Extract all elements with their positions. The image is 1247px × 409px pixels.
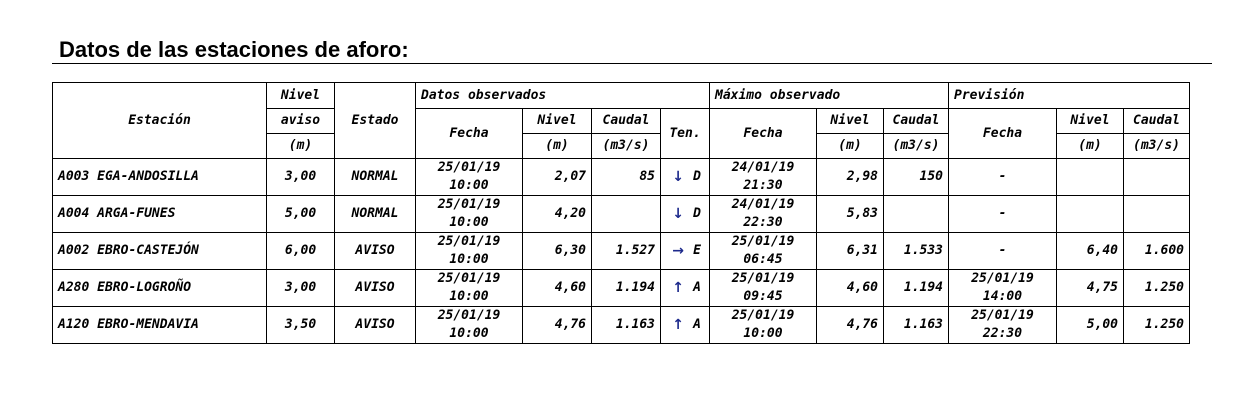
max-fecha-date: 25/01/19	[731, 234, 795, 249]
prev-fecha-date: -	[998, 169, 1007, 184]
tendencia	[661, 270, 710, 307]
station-name: A280 EBRO-LOGROÑO	[53, 270, 267, 307]
header-nivel-aviso-line1: Nivel	[267, 83, 335, 109]
table-row	[53, 233, 1190, 270]
max-nivel: 2,98	[817, 159, 884, 196]
max-fecha-time: 06:45	[743, 252, 783, 267]
max-fecha-time: 22:30	[743, 215, 783, 230]
station-name: A004 ARGA-FUNES	[53, 196, 267, 233]
max-caudal: 1.163	[884, 307, 949, 344]
header-max-nivel: Nivel	[817, 109, 884, 134]
obs-fecha	[416, 196, 523, 233]
header-nivel-aviso-line2: aviso	[267, 109, 335, 134]
prev-nivel: 6,40	[1057, 233, 1124, 270]
max-fecha	[710, 159, 817, 196]
station-name: A120 EBRO-MENDAVIA	[53, 307, 267, 344]
max-caudal	[884, 196, 949, 233]
arrow-down-icon: ↓	[672, 168, 684, 185]
header-prev-fecha: Fecha	[949, 109, 1057, 159]
obs-fecha-time: 10:00	[449, 215, 489, 230]
table-row	[53, 307, 1190, 344]
station-name: A002 EBRO-CASTEJÓN	[53, 233, 267, 270]
arrow-down-icon: ↓	[672, 205, 684, 222]
header-tendencia: Ten.	[661, 109, 710, 159]
header-max-nivel-unit: (m)	[817, 134, 884, 159]
page-title: Datos de las estaciones de aforo:	[59, 37, 409, 62]
prev-nivel	[1057, 159, 1124, 196]
obs-caudal: 1.194	[592, 270, 661, 307]
prev-fecha-date: -	[998, 243, 1007, 258]
tendencia-letter: A	[693, 316, 701, 332]
prev-caudal: 1.250	[1124, 270, 1190, 307]
tendencia	[661, 196, 710, 233]
prev-fecha-date: 25/01/19	[971, 271, 1034, 286]
header-prev-nivel: Nivel	[1057, 109, 1124, 134]
max-fecha-time: 10:00	[743, 326, 783, 341]
max-caudal: 1.194	[884, 270, 949, 307]
header-max-fecha: Fecha	[710, 109, 817, 159]
nivel-aviso: 3,00	[267, 270, 335, 307]
prev-caudal	[1124, 159, 1190, 196]
prev-fecha-date: 25/01/19	[971, 308, 1034, 323]
station-name: A003 EGA-ANDOSILLA	[53, 159, 267, 196]
title-divider	[52, 63, 1212, 64]
obs-fecha-date: 25/01/19	[437, 271, 501, 286]
header-prev-caudal: Caudal	[1124, 109, 1190, 134]
header-obs-caudal: Caudal	[592, 109, 661, 134]
obs-fecha-date: 25/01/19	[437, 308, 501, 323]
obs-fecha-time: 10:00	[449, 178, 489, 193]
prev-nivel: 5,00	[1057, 307, 1124, 344]
obs-nivel: 4,76	[523, 307, 592, 344]
prev-fecha	[949, 233, 1057, 270]
tendencia	[661, 233, 710, 270]
header-prev-nivel-unit: (m)	[1057, 134, 1124, 159]
obs-caudal	[592, 196, 661, 233]
table-row	[53, 196, 1190, 233]
obs-fecha-time: 10:00	[449, 326, 489, 341]
nivel-aviso: 6,00	[267, 233, 335, 270]
max-fecha-date: 25/01/19	[731, 271, 795, 286]
arrow-right-icon: →	[672, 242, 684, 259]
max-fecha-time: 21:30	[743, 178, 783, 193]
prev-nivel	[1057, 196, 1124, 233]
header-obs-nivel: Nivel	[523, 109, 592, 134]
obs-caudal: 1.163	[592, 307, 661, 344]
max-fecha	[710, 196, 817, 233]
table-row	[53, 159, 1190, 196]
prev-nivel: 4,75	[1057, 270, 1124, 307]
prev-caudal: 1.250	[1124, 307, 1190, 344]
max-fecha-date: 24/01/19	[731, 160, 795, 175]
tendencia-letter: A	[693, 279, 701, 295]
max-fecha-date: 24/01/19	[731, 197, 795, 212]
obs-caudal: 85	[592, 159, 661, 196]
tendencia	[661, 307, 710, 344]
max-fecha	[710, 307, 817, 344]
header-nivel-aviso-unit: (m)	[267, 134, 335, 159]
max-nivel: 5,83	[817, 196, 884, 233]
arrow-up-icon: ↑	[672, 279, 684, 296]
header-prev-caudal-unit: (m3/s)	[1124, 134, 1190, 159]
header-estado: Estado	[335, 83, 416, 159]
obs-fecha-time: 10:00	[449, 252, 489, 267]
obs-fecha-time: 10:00	[449, 289, 489, 304]
tendencia-letter: D	[693, 205, 701, 221]
prev-fecha	[949, 159, 1057, 196]
estado: NORMAL	[335, 196, 416, 233]
estado: NORMAL	[335, 159, 416, 196]
prev-caudal: 1.600	[1124, 233, 1190, 270]
header-obs-fecha: Fecha	[416, 109, 523, 159]
header-obs-caudal-unit: (m3/s)	[592, 134, 661, 159]
tendencia	[661, 159, 710, 196]
prev-fecha	[949, 307, 1057, 344]
prev-fecha-date: -	[998, 206, 1007, 221]
header-estacion: Estación	[53, 83, 267, 159]
max-fecha-time: 09:45	[743, 289, 783, 304]
estado: AVISO	[335, 270, 416, 307]
prev-fecha	[949, 270, 1057, 307]
max-nivel: 4,60	[817, 270, 884, 307]
obs-nivel: 4,60	[523, 270, 592, 307]
prev-fecha	[949, 196, 1057, 233]
header-datos-observados: Datos observados	[416, 83, 710, 109]
prev-fecha-time: 22:30	[982, 326, 1023, 341]
max-nivel: 6,31	[817, 233, 884, 270]
header-max-caudal-unit: (m3/s)	[884, 134, 949, 159]
obs-nivel: 2,07	[523, 159, 592, 196]
obs-fecha-date: 25/01/19	[437, 160, 501, 175]
obs-fecha-date: 25/01/19	[437, 197, 501, 212]
gauging-stations-table	[52, 82, 1190, 344]
obs-fecha	[416, 233, 523, 270]
max-fecha-date: 25/01/19	[731, 308, 795, 323]
obs-caudal: 1.527	[592, 233, 661, 270]
header-prevision: Previsión	[949, 83, 1190, 109]
obs-fecha-date: 25/01/19	[437, 234, 501, 249]
max-fecha	[710, 233, 817, 270]
prev-caudal	[1124, 196, 1190, 233]
header-obs-nivel-unit: (m)	[523, 134, 592, 159]
obs-nivel: 4,20	[523, 196, 592, 233]
max-caudal: 150	[884, 159, 949, 196]
arrow-up-icon: ↑	[672, 316, 684, 333]
prev-fecha-time: 14:00	[982, 289, 1023, 304]
header-max-caudal: Caudal	[884, 109, 949, 134]
nivel-aviso: 3,50	[267, 307, 335, 344]
max-fecha	[710, 270, 817, 307]
obs-fecha	[416, 307, 523, 344]
estado: AVISO	[335, 307, 416, 344]
nivel-aviso: 5,00	[267, 196, 335, 233]
tendencia-letter: E	[693, 242, 701, 258]
max-caudal: 1.533	[884, 233, 949, 270]
tendencia-letter: D	[693, 168, 701, 184]
obs-fecha	[416, 270, 523, 307]
nivel-aviso: 3,00	[267, 159, 335, 196]
obs-nivel: 6,30	[523, 233, 592, 270]
header-maximo-observado: Máximo observado	[710, 83, 949, 109]
table-row	[53, 270, 1190, 307]
obs-fecha	[416, 159, 523, 196]
max-nivel: 4,76	[817, 307, 884, 344]
estado: AVISO	[335, 233, 416, 270]
